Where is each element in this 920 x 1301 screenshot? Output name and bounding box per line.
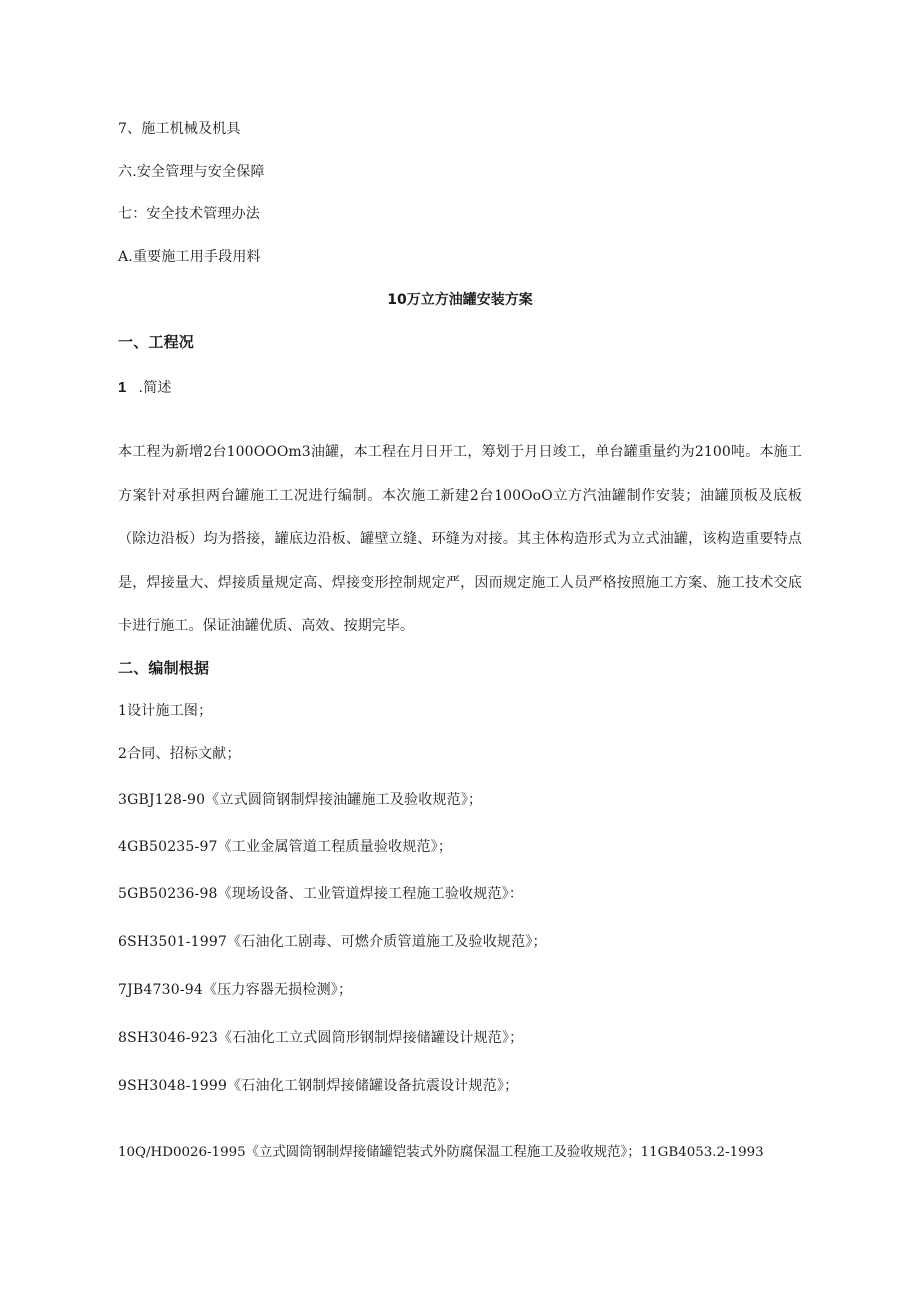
subsection-number: 1 xyxy=(118,379,127,396)
subsection-label: .简述 xyxy=(138,380,172,396)
toc-item-6: 六.安全管理与安全保障 xyxy=(118,164,265,180)
section-2-heading: 二、编制根据 xyxy=(118,659,210,677)
overview-paragraph: 本工程为新增2台100OOOm3油罐，本工程在月日开工，筹划于月日竣工，单台罐重量约为2100吨。本施工方案针对承担两台罐施工工况进行编制。本次施工新建2台100OoO立方汽油罐制作安装；油罐顶板及底板（除边沿板）均为搭接，罐底边沿板、罐壁立缝、环缝为对接。其主体构造形式为立式油罐，该构造重要特点是，焊接量大、焊接质量规定高、焊接变形控制规定严，因而规定施工人员严格按照施工方案、施工技术交底卡进行施工。保证油罐优质、高效、按期完毕。 xyxy=(118,444,802,634)
basis-item: 4GB50235-97《工业金属管道工程质量验收规范》； xyxy=(118,839,453,855)
basis-item: 9SH3048-1999《石油化工钢制焊接储罐设备抗震设计规范》； xyxy=(118,1078,519,1094)
basis-item: 8SH3046-923《石油化工立式圆筒形钢制焊接储罐设计规范》； xyxy=(118,1030,524,1046)
toc-item-7: 7、施工机械及机具 xyxy=(118,121,241,137)
basis-item: 7JB4730-94《压力容器无损检测》； xyxy=(118,982,353,998)
document-title: 10万立方油罐安装方案 xyxy=(387,292,533,308)
section-1-heading: 一、工程况 xyxy=(118,333,195,351)
basis-item: 5GB50236-98《现场设备、工业管道焊接工程施工验收规范》： xyxy=(118,886,524,902)
basis-item: 10Q/HD0026-1995《立式圆筒钢制焊接储罐铠装式外防腐保温工程施工及验收规范》；11GB4053.2-1993 xyxy=(118,1145,764,1160)
subsection-1-1 xyxy=(118,378,172,398)
basis-item: 1设计施工图； xyxy=(118,703,213,719)
basis-item: 2合同、招标文献； xyxy=(118,746,241,762)
toc-item-8: A.重要施工用手段用料 xyxy=(118,249,261,265)
basis-item: 3GBJ128-90《立式圆筒钢制焊接油罐施工及验收规范》； xyxy=(118,792,483,808)
basis-item: 6SH3501-1997《石油化工剧毒、可燃介质管道施工及验收规范》； xyxy=(118,934,547,950)
toc-item-7-chapter: 七：安全技术管理办法 xyxy=(118,206,260,222)
